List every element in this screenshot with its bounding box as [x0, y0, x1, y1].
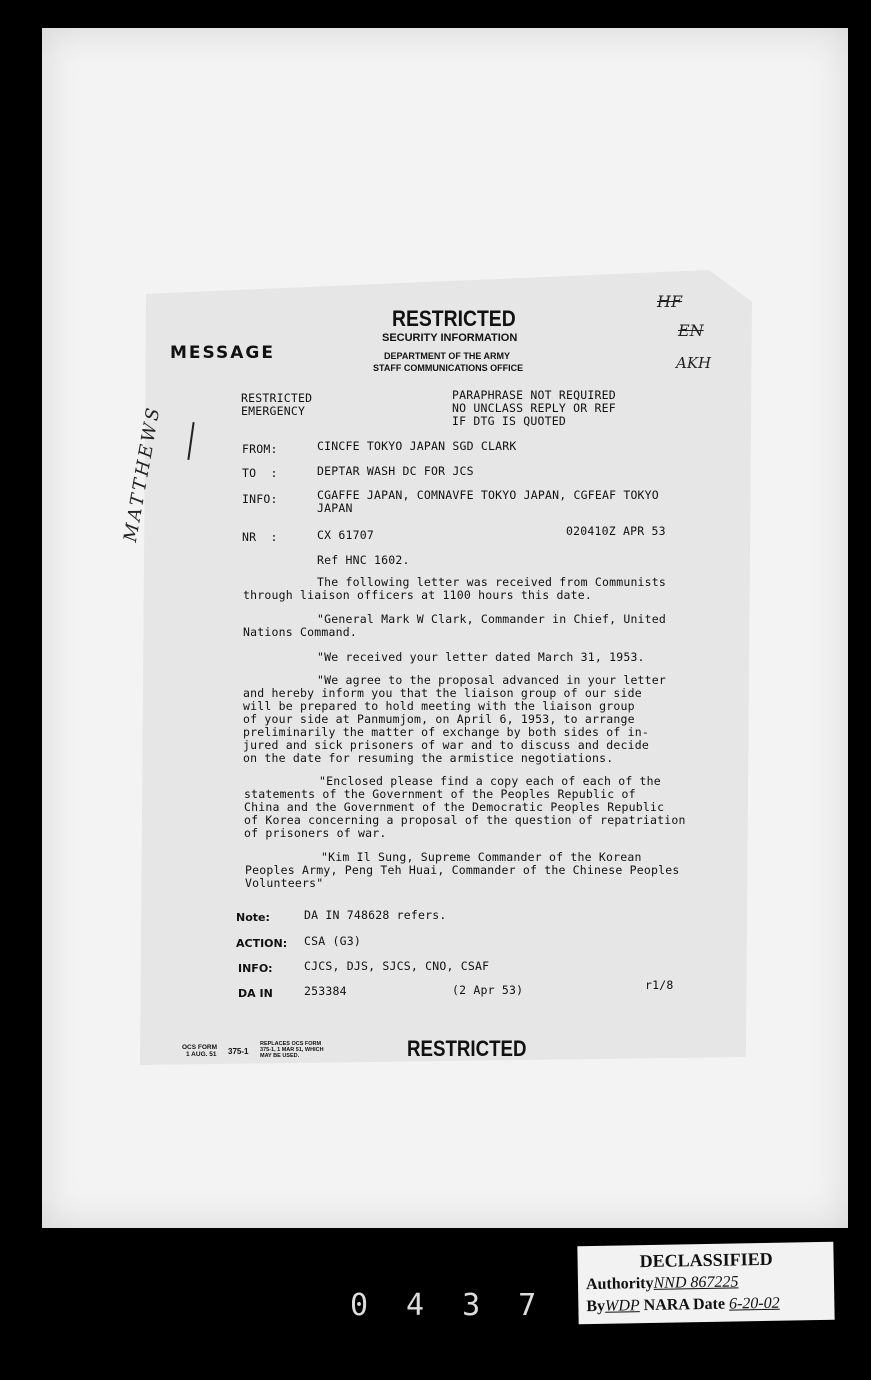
note-value: DA IN 748628 refers.: [304, 908, 447, 922]
body-line: "We received your letter dated March 31, 1953.: [317, 650, 645, 664]
body-line: "Enclosed please find a copy each of each of the: [319, 774, 661, 788]
body-line: preliminarily the matter of exchange by both sides of in-: [243, 725, 650, 739]
note-label: Note:: [236, 911, 270, 924]
footer-restricted: RESTRICTED: [407, 1036, 527, 1061]
body-line: "General Mark W Clark, Commander in Chief, United: [317, 612, 667, 626]
handwritten-struck-1: HF: [657, 292, 683, 311]
frame-number: 0437: [350, 1288, 575, 1323]
info-value-1: CGAFFE JAPAN, COMNAVFE TOKYO JAPAN, CGFEAF TOKYO: [317, 488, 659, 502]
nr-label: NR :: [242, 530, 278, 544]
header-security-information: SECURITY INFORMATION: [382, 332, 518, 344]
declassified-stamp: [577, 1242, 834, 1324]
form-date-line: 1 AUG. 51: [186, 1051, 217, 1058]
body-line: and hereby inform you that the liaison group of our side: [243, 686, 642, 700]
authority-value: NND 867225: [653, 1273, 739, 1292]
class-emergency: EMERGENCY: [241, 404, 306, 418]
action-label: ACTION:: [236, 937, 288, 950]
replaces-line: MAY BE USED.: [260, 1053, 300, 1059]
body-line: will be prepared to hold meeting with the liaison group: [243, 699, 635, 713]
info-value-2: JAPAN: [317, 501, 353, 515]
info-distribution-label: INFO:: [238, 962, 273, 975]
class-paraphrase: PARAPHRASE NOT REQUIRED: [452, 388, 616, 402]
form-name: [182, 1044, 217, 1058]
declassified-by: [586, 1295, 780, 1316]
message-label: MESSAGE: [170, 343, 275, 363]
header-department: DEPARTMENT OF THE ARMY: [384, 351, 510, 361]
dain-ref: r1/8: [645, 978, 674, 992]
handwritten-name: MATTHEWS: [120, 403, 165, 544]
message-form: [140, 270, 752, 1065]
body-line: Volunteers": [245, 876, 324, 890]
declassified-title: DECLASSIFIED: [639, 1248, 773, 1272]
body-line: statements of the Government of the Peoples Republic of: [244, 787, 636, 801]
authority-label: Authority: [585, 1274, 654, 1294]
info-label: INFO:: [242, 492, 278, 506]
dtg-value: 020410Z APR 53: [566, 524, 666, 538]
to-value: DEPTAR WASH DC FOR JCS: [317, 464, 474, 478]
class-unclass-reply: NO UNCLASS REPLY OR REF: [452, 401, 616, 415]
body-line: "We agree to the proposal advanced in your letter: [317, 673, 667, 687]
body-line: of Korea concerning a proposal of the question of repatriation: [244, 813, 686, 827]
replaces-line: 375-1, 1 MAR 51, WHICH: [260, 1047, 324, 1053]
body-line: The following letter was received from Communists: [317, 575, 667, 589]
nr-value: CX 61707: [317, 528, 374, 542]
dain-value: 253384: [304, 984, 347, 998]
info-distribution-value: CJCS, DJS, SJCS, CNO, CSAF: [304, 959, 490, 973]
body-line: China and the Government of the Democratic Peoples Republic: [244, 800, 665, 814]
by-label: By: [586, 1297, 606, 1316]
handwritten-initials: AKH: [676, 354, 712, 372]
from-label: FROM:: [242, 442, 278, 456]
to-label: TO :: [242, 466, 278, 480]
from-value: CINCFE TOKYO JAPAN SGD CLARK: [317, 439, 517, 453]
class-restricted: RESTRICTED: [241, 391, 313, 405]
form-name-line: OCS FORM: [182, 1044, 218, 1051]
body-line: through liaison officers at 1100 hours this date.: [243, 588, 593, 602]
header-office: STAFF COMMUNICATIONS OFFICE: [373, 363, 524, 373]
dain-label: DA IN: [238, 987, 273, 1000]
body-line: on the date for resuming the armistice negotiations.: [243, 751, 614, 765]
body-line: jured and sick prisoners of war and to discuss and decide: [243, 738, 650, 752]
class-dtg-quoted: IF DTG IS QUOTED: [452, 414, 566, 428]
action-value: CSA (G3): [304, 934, 361, 948]
body-line: of your side at Panmumjom, on April 6, 1953, to arrange: [243, 712, 635, 726]
nara-label: NARA Date: [643, 1295, 726, 1315]
declassified-authority: [586, 1273, 739, 1294]
form-replaces: [260, 1041, 324, 1059]
form-number: 375-1: [228, 1047, 249, 1056]
nara-date-value: 6-20-02: [728, 1294, 780, 1313]
header-restricted: RESTRICTED: [392, 306, 516, 331]
body-line: "Kim Il Sung, Supreme Commander of the Korean: [321, 850, 642, 864]
ref-line: Ref HNC 1602.: [317, 553, 410, 567]
body-line: of prisoners of war.: [244, 826, 387, 840]
replaces-line: REPLACES OCS FORM: [260, 1041, 322, 1047]
handwritten-struck-2: EN: [678, 321, 704, 340]
body-line: Peoples Army, Peng Teh Huai, Commander of the Chinese Peoples: [245, 863, 680, 877]
dain-date: (2 Apr 53): [452, 983, 524, 997]
by-value: WDP: [604, 1297, 640, 1315]
body-line: Nations Command.: [243, 625, 357, 639]
